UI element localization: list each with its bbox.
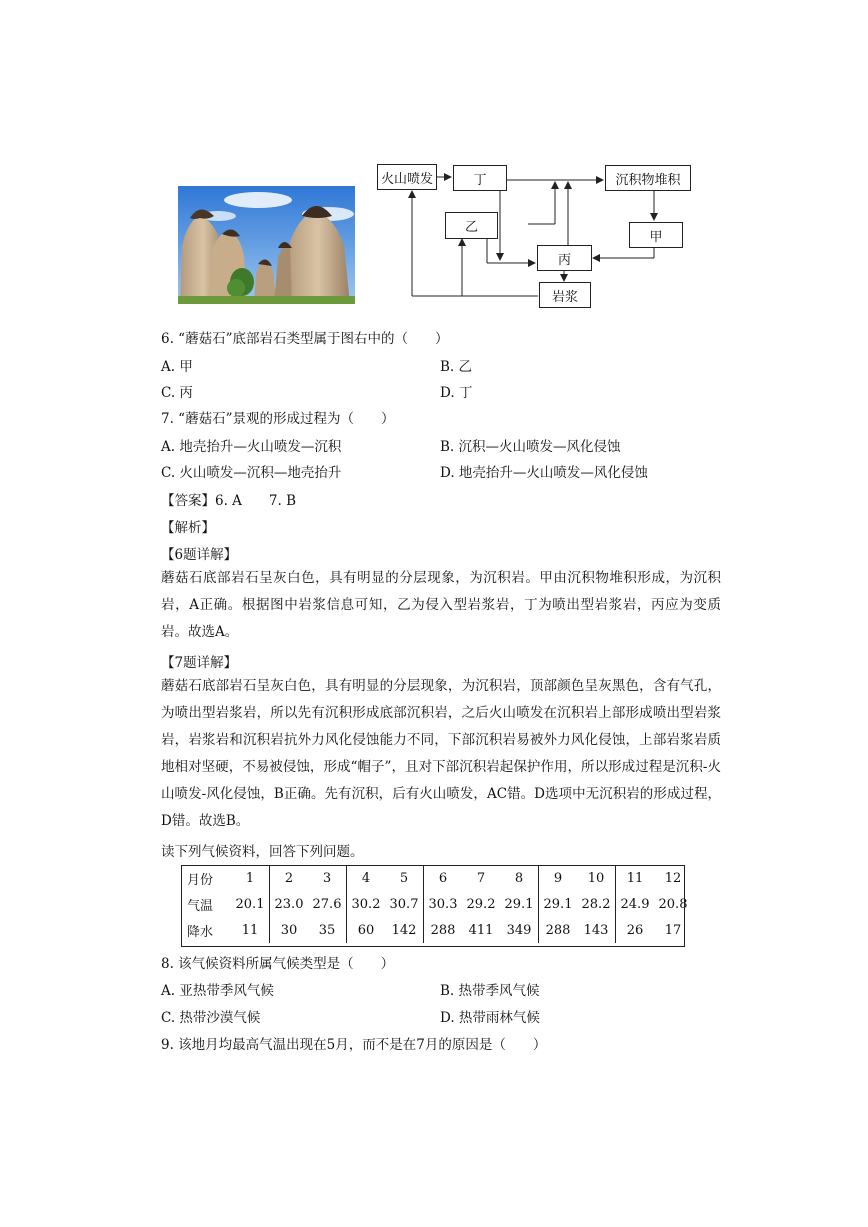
table-cell: 2 — [270, 865, 309, 891]
q7-stem: 7. “蘑菇石”景观的形成过程为（ ） — [161, 411, 395, 427]
table-cell: 143 — [583, 922, 609, 938]
table-cell: 11 — [241, 922, 259, 938]
table-cell: 4 — [347, 865, 386, 891]
table-cell: 142 — [391, 922, 417, 938]
table-cell: 1 — [245, 870, 255, 886]
table-cell: 29.1 — [539, 891, 578, 917]
table-cell: 气温 — [187, 898, 214, 914]
table-row — [181, 917, 692, 943]
q6-option-c: C. 丙 — [161, 385, 193, 401]
table-cell: 20.1 — [235, 896, 265, 912]
q7-option-b: B. 沉积—火山喷发—风化侵蚀 — [440, 439, 621, 455]
node-magma: 岩浆 — [539, 282, 591, 308]
node-sediment: 沉积物堆积 — [605, 165, 691, 191]
table-cell: 20.8 — [658, 896, 688, 912]
q6-option-a: A. 甲 — [161, 359, 193, 375]
mushroom-rock-photo — [178, 186, 355, 304]
q8-option-b: B. 热带季风气候 — [440, 983, 540, 999]
table-cell: 11 — [616, 865, 655, 891]
table-cell: 411 — [468, 922, 494, 938]
table-cell: 26 — [616, 917, 655, 943]
rock-cycle-diagram — [375, 160, 695, 310]
q6-stem: 6. “蘑菇石”底部岩石类型属于图右中的（ ） — [161, 331, 449, 347]
q8-option-c: C. 热带沙漠气候 — [161, 1010, 261, 1026]
table-cell: 17 — [664, 922, 682, 938]
table-row — [181, 891, 692, 917]
table-cell: 24.9 — [616, 891, 655, 917]
table-cell: 12 — [664, 870, 682, 886]
table-cell: 29.2 — [466, 896, 496, 912]
node-yi: 乙 — [445, 212, 498, 239]
node-ding: 丁 — [453, 165, 507, 191]
detail-7-body: 蘑菇石底部岩石呈灰白色，具有明显的分层现象，为沉积岩，顶部颜色呈灰黑色，含有气孔，为喷出型岩浆岩，所以先有沉积形成底部沉积岩，之后火山喷发在沉积岩上部形成喷出型岩浆岩，岩浆岩和沉积岩抗外力风化侵蚀能力不同，下部沉积岩易被外力风化侵蚀，上部岩浆岩质地相对坚硬，不易被侵蚀，形成“帽子”，且对下部沉积岩起保护作用，所以形成过程是沉积-火山喷发-风化侵蚀，B正确。先有沉积，后有火山喷发，AC错。D选项中无沉积岩的形成过程，D错。故选B。 — [161, 678, 721, 829]
table-cell: 288 — [539, 917, 578, 943]
q6-option-d: D. 丁 — [440, 385, 473, 401]
q7-option-d: D. 地壳抬升—火山喷发—风化侵蚀 — [440, 465, 648, 481]
node-bing: 丙 — [537, 245, 592, 271]
table-cell: 23.0 — [270, 891, 309, 917]
q6-option-b: B. 乙 — [440, 359, 473, 375]
analysis-heading: 【解析】 — [161, 520, 215, 536]
detail-7-heading: 【7题详解】 — [161, 655, 238, 671]
node-volcano: 火山喷发 — [377, 164, 437, 190]
climate-intro: 读下列气候资料，回答下列问题。 — [161, 844, 364, 860]
table-cell: 349 — [506, 922, 532, 938]
table-cell: 30.7 — [389, 896, 419, 912]
q8-option-d: D. 热带雨林气候 — [440, 1010, 540, 1026]
table-cell: 35 — [318, 922, 336, 938]
q8-option-a: A. 亚热带季风气候 — [161, 983, 274, 999]
detail-6-heading: 【6题详解】 — [161, 547, 238, 563]
table-cell: 7 — [476, 870, 486, 886]
table-cell: 5 — [399, 870, 409, 886]
table-cell: 28.2 — [581, 896, 611, 912]
table-cell: 月份 — [187, 872, 214, 888]
answer-line: 【答案】6. A 7. B — [161, 493, 297, 509]
q9-stem: 9. 该地月均最高气温出现在5月，而不是在7月的原因是（ ） — [161, 1037, 547, 1053]
table-cell: 27.6 — [312, 896, 342, 912]
table-cell: 60 — [347, 917, 386, 943]
table-cell: 6 — [424, 865, 463, 891]
table-cell: 10 — [587, 870, 605, 886]
table-row — [181, 865, 692, 891]
table-cell: 8 — [514, 870, 524, 886]
q8-stem: 8. 该气候资料所属气候类型是（ ） — [161, 956, 395, 972]
climate-table — [181, 865, 692, 943]
table-cell: 30.3 — [424, 891, 463, 917]
q7-option-c: C. 火山喷发—沉积—地壳抬升 — [161, 465, 342, 481]
table-cell: 29.1 — [504, 896, 534, 912]
table-cell: 288 — [424, 917, 463, 943]
q7-option-a: A. 地壳抬升—火山喷发—沉积 — [161, 439, 342, 455]
node-jia: 甲 — [629, 222, 683, 248]
table-cell: 降水 — [187, 924, 214, 940]
table-cell: 3 — [322, 870, 332, 886]
table-cell: 30.2 — [347, 891, 386, 917]
table-cell: 30 — [270, 917, 309, 943]
table-cell: 9 — [539, 865, 578, 891]
detail-6-body: 蘑菇石底部岩石呈灰白色，具有明显的分层现象，为沉积岩。甲由沉积物堆积形成，为沉积岩，A正确。根据图中岩浆信息可知，乙为侵入型岩浆岩，丁为喷出型岩浆岩，丙应为变质岩。故选A。 — [161, 570, 721, 640]
